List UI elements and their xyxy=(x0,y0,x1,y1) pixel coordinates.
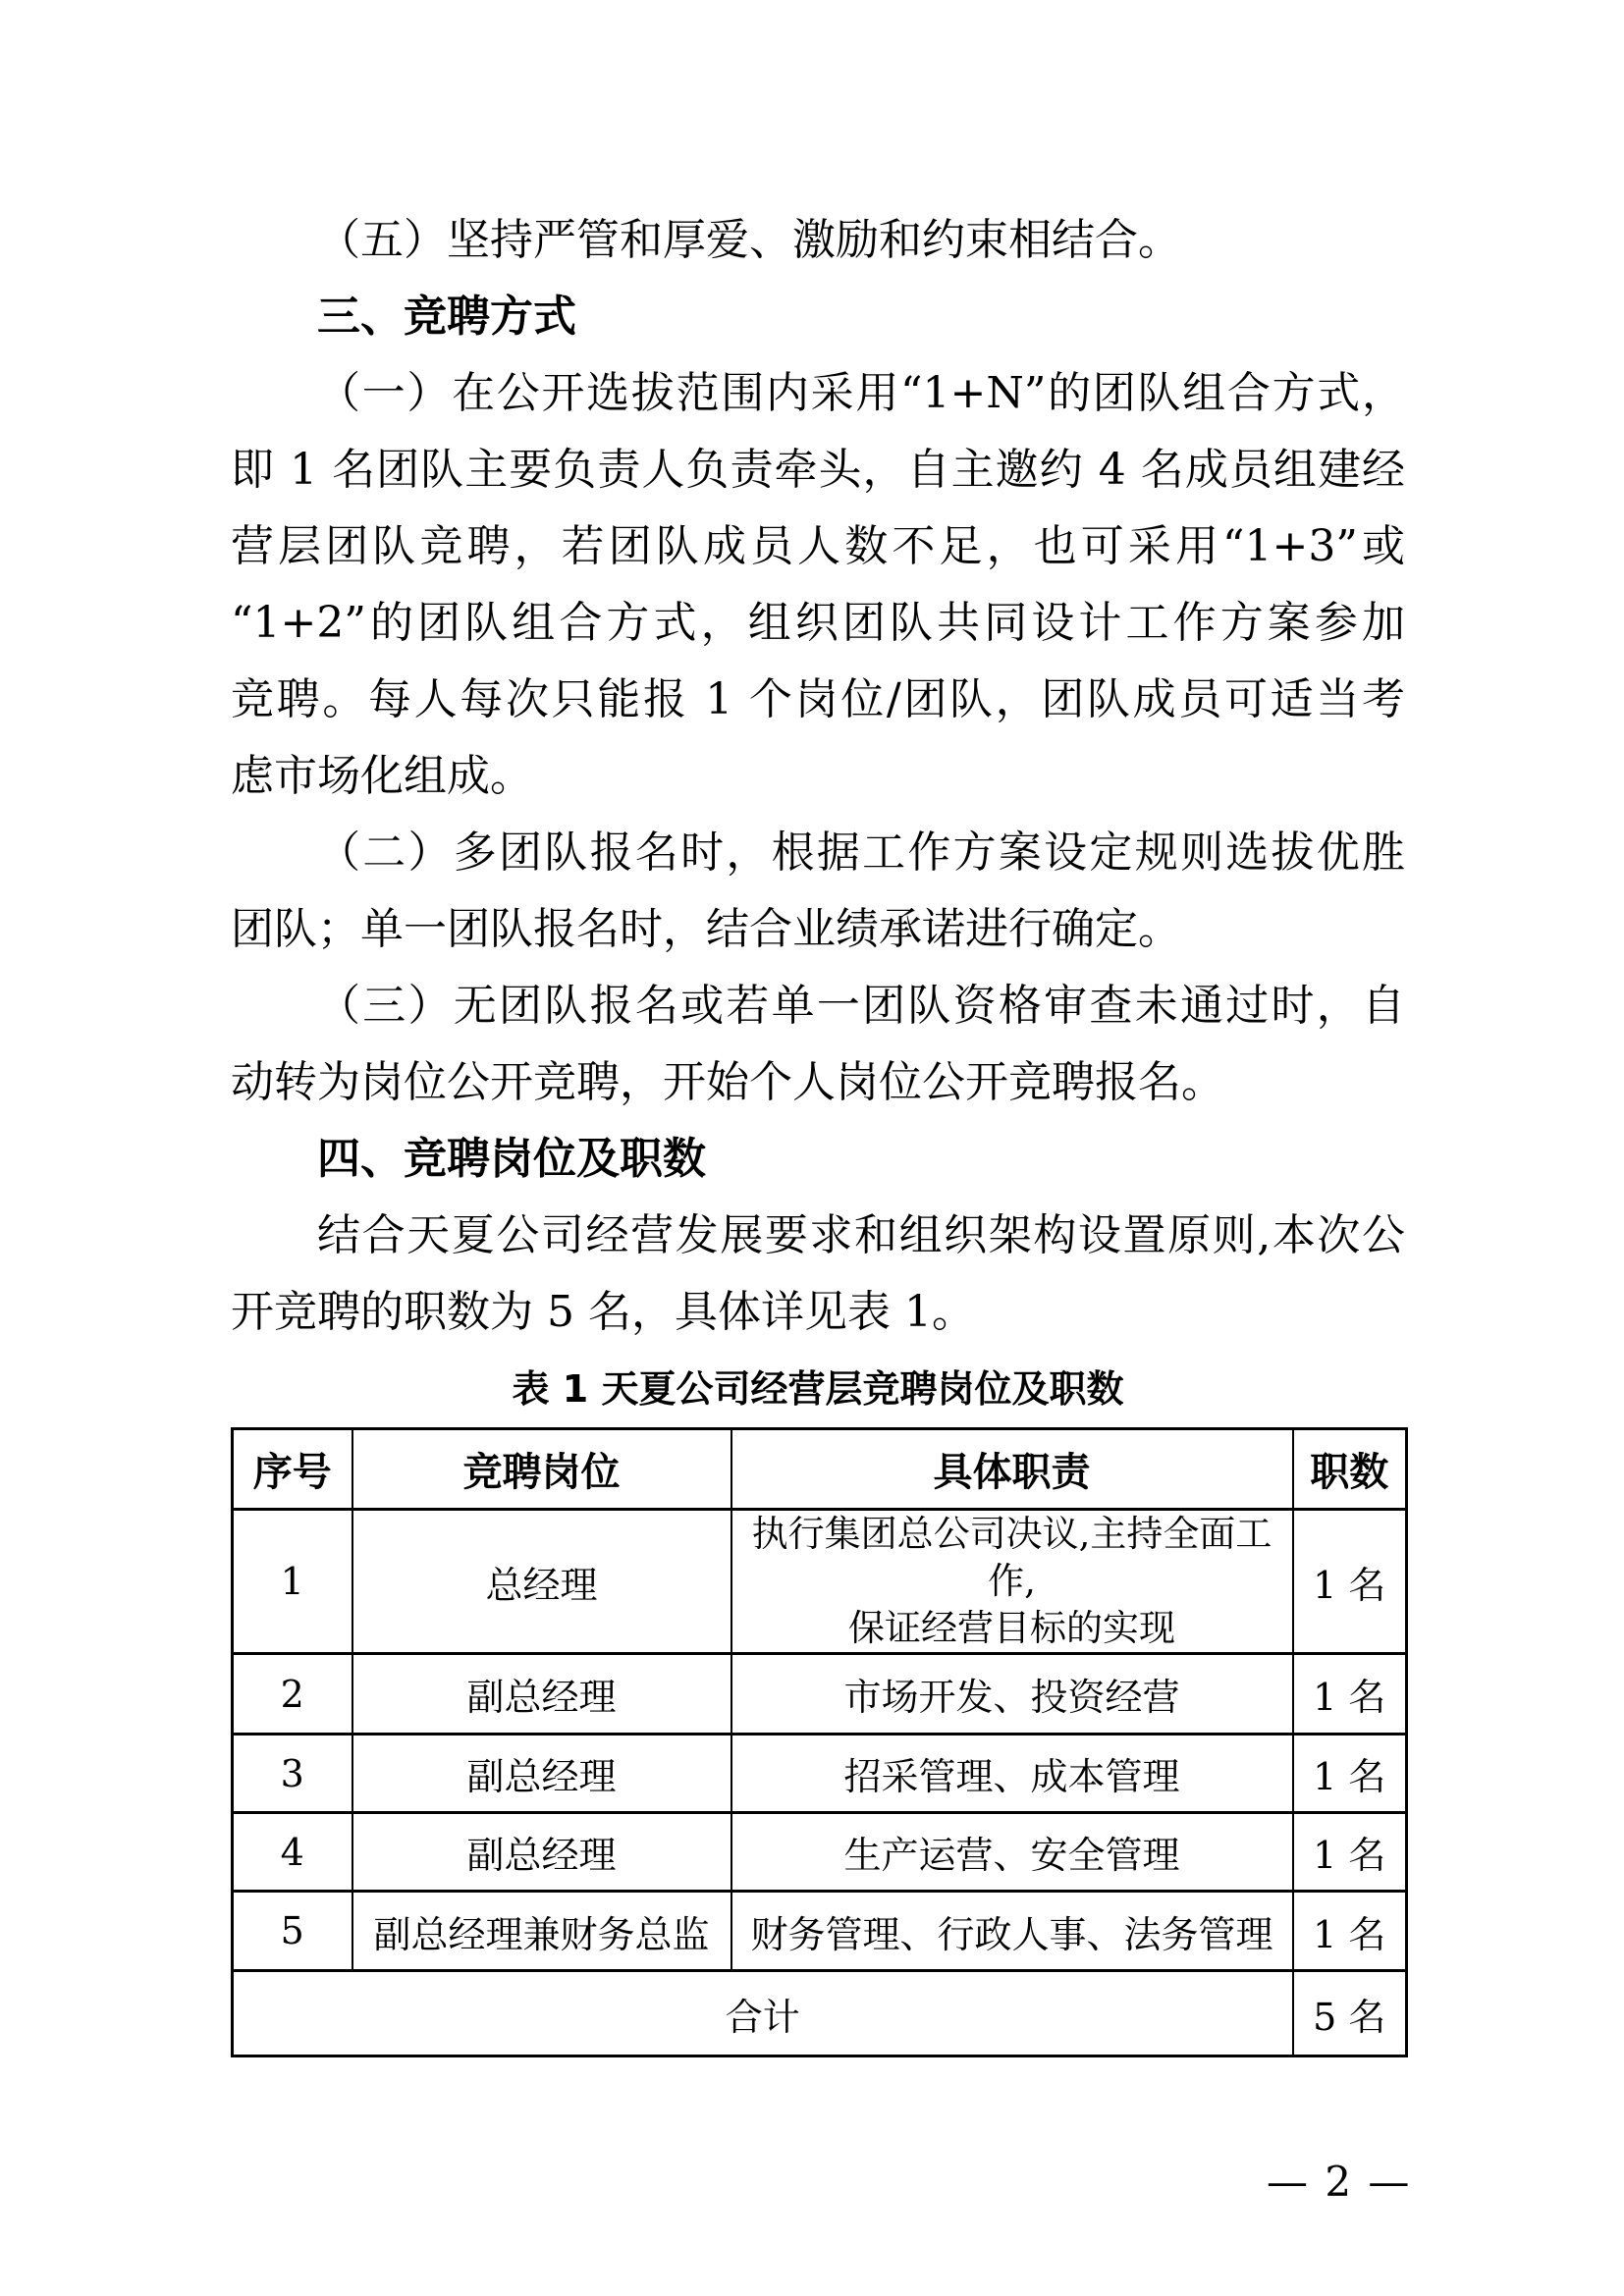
duty-line: 保证经营目标的实现 xyxy=(848,1607,1175,1649)
body-line: 即 1 名团队主要负责人负责牵头，自主邀约 4 名成员组建经 xyxy=(231,445,1405,495)
section-heading-4: 四、竞聘岗位及职数 xyxy=(317,1134,706,1184)
cell-duty: 市场开发、投资经营 xyxy=(731,1654,1293,1735)
body-line: “1+2”的团队组合方式，组织团队共同设计工作方案参加 xyxy=(231,598,1405,648)
duty-line: 执行集团总公司决议,主持全面工作, xyxy=(751,1513,1272,1602)
total-count-cell: 5 名 xyxy=(1293,1971,1407,2056)
cell-count: 1 名 xyxy=(1293,1654,1407,1735)
cell-index: 3 xyxy=(233,1735,352,1813)
document-body xyxy=(231,202,1405,2057)
cell-count: 1 名 xyxy=(1293,1813,1407,1892)
cell-count: 1 名 xyxy=(1293,1735,1407,1813)
body-line: （三）无团队报名或若单一团队资格审查未通过时，自 xyxy=(317,981,1405,1031)
header-cell-post: 竞聘岗位 xyxy=(352,1429,731,1510)
cell-count: 1 名 xyxy=(1293,1892,1407,1971)
cell-duty xyxy=(731,1510,1293,1654)
table-row xyxy=(233,1510,1407,1654)
table-row xyxy=(233,1892,1407,1971)
table-header-row xyxy=(233,1429,1407,1510)
body-line: 动转为岗位公开竞聘，开始个人岗位公开竞聘报名。 xyxy=(231,1057,1224,1107)
cell-post: 副总经理 xyxy=(352,1813,731,1892)
body-line: 结合天夏公司经营发展要求和组织架构设置原则,本次公 xyxy=(317,1210,1405,1260)
body-line: 团队；单一团队报名时，结合业绩承诺进行确定。 xyxy=(231,904,1181,954)
cell-index: 4 xyxy=(233,1813,352,1892)
body-line: （二）多团队报名时，根据工作方案设定规则选拔优胜 xyxy=(317,828,1405,878)
table-row xyxy=(233,1735,1407,1813)
cell-count: 1 名 xyxy=(1293,1510,1407,1654)
cell-post: 副总经理 xyxy=(352,1735,731,1813)
cell-post: 副总经理 xyxy=(352,1654,731,1735)
table-caption: 表 1 天夏公司经营层竞聘岗位及职数 xyxy=(512,1367,1124,1411)
table-row xyxy=(233,1813,1407,1892)
table-total-row xyxy=(233,1971,1407,2056)
cell-duty: 招采管理、成本管理 xyxy=(731,1735,1293,1813)
body-line: （五）坚持严管和厚爱、激励和约束相结合。 xyxy=(317,215,1181,265)
section-heading-3: 三、竞聘方式 xyxy=(317,292,576,342)
cell-duty: 财务管理、行政人事、法务管理 xyxy=(731,1892,1293,1971)
cell-post: 总经理 xyxy=(352,1510,731,1654)
body-line: 开竞聘的职数为 5 名，具体详见表 1。 xyxy=(231,1287,975,1337)
total-label-cell: 合计 xyxy=(233,1971,1293,2056)
page-number: — 2 — xyxy=(1267,2158,1412,2206)
header-cell-index: 序号 xyxy=(233,1429,352,1510)
header-cell-count: 职数 xyxy=(1293,1429,1407,1510)
cell-duty: 生产运营、安全管理 xyxy=(731,1813,1293,1892)
cell-index: 1 xyxy=(233,1510,352,1654)
header-cell-duty: 具体职责 xyxy=(731,1429,1293,1510)
body-line: 虑市场化组成。 xyxy=(231,751,533,801)
table-row xyxy=(233,1654,1407,1735)
cell-post: 副总经理兼财务总监 xyxy=(352,1892,731,1971)
positions-table xyxy=(231,1427,1408,2057)
cell-index: 2 xyxy=(233,1654,352,1735)
body-line: 竞聘。每人每次只能报 1 个岗位/团队，团队成员可适当考 xyxy=(231,674,1405,724)
body-line: （一）在公开选拔范围内采用“1+N”的团队组合方式， xyxy=(317,368,1405,418)
cell-index: 5 xyxy=(233,1892,352,1971)
body-line: 营层团队竞聘，若团队成员人数不足，也可采用“1+3”或 xyxy=(231,521,1405,571)
